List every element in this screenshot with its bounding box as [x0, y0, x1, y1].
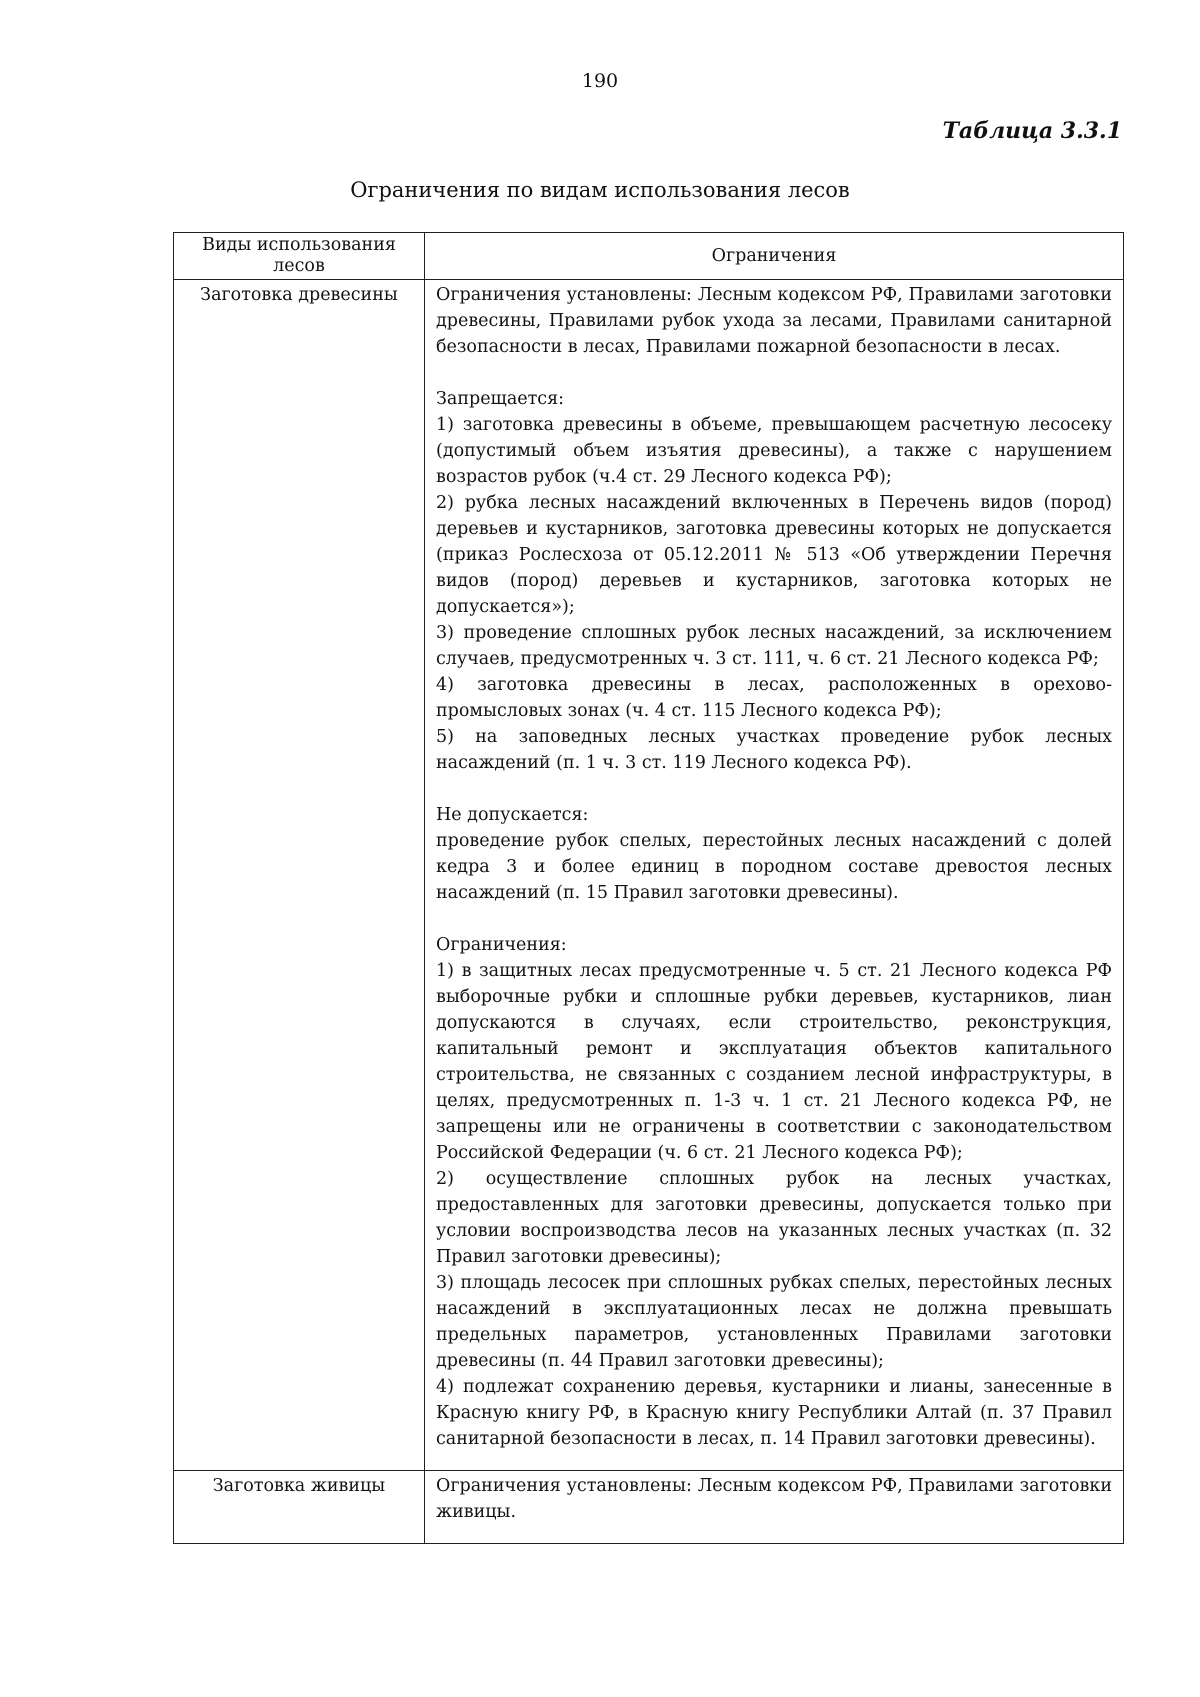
list-item: 4) заготовка древесины в лесах, расположенных в орехово-промысловых зонах (ч. 4 ст. 115 Лесного кодекса РФ); — [436, 675, 1112, 721]
list-item: 4) подлежат сохранению деревья, кустарники и лианы, занесенные в Красную книгу РФ, в Красную книгу Республики Алтай (п. 37 Правил санитарной безопасности в лесах, п. 14 Правил заготовки древесины). — [436, 1377, 1112, 1449]
list-item: проведение рубок спелых, перестойных лесных насаждений с долей кедра 3 и более единиц в породном составе древостоя лесных насаждений (п. 15 Правил заготовки древесины). — [436, 831, 1112, 903]
header-restrictions: Ограничения — [425, 233, 1124, 280]
section-prohibited — [436, 386, 1112, 776]
page-number: 190 — [581, 70, 619, 92]
list-item: 1) заготовка древесины в объеме, превышающем расчетную лесосеку (допустимый объем изъятия древесины), а также с нарушением возрастов рубок (ч.4 ст. 29 Лесного кодекса РФ); — [436, 415, 1112, 487]
restrictions-intro: Ограничения установлены: Лесным кодексом РФ, Правилами заготовки живицы. — [436, 1476, 1112, 1522]
table-label: Таблица 3.3.1 — [942, 118, 1122, 144]
list-item: 3) проведение сплошных рубок лесных насаждений, за исключением случаев, предусмотренных ч. 3 ст. 111, ч. 6 ст. 21 Лесного кодекса РФ; — [436, 623, 1112, 669]
header-kind: Виды использования лесов — [174, 233, 425, 280]
section-title: Не допускается: — [436, 805, 589, 825]
list-item: 1) в защитных лесах предусмотренные ч. 5 ст. 21 Лесного кодекса РФ выборочные рубки и сплошные рубки деревьев, кустарников, лиан допускаются в случаях, если строительство, реконструкция, капитальный ремонт и эксплуатация объектов капитального строительства, не связанных с созданием лесной инфраструктуры, в целях, предусмотренных п. 1-3 ч. 1 ст. 21 Лесного кодекса РФ, не запрещены или не ограничены в соответствии с законодательством Российской Федерации (ч. 6 ст. 21 Лесного кодекса РФ); — [436, 961, 1112, 1163]
list-item: 3) площадь лесосек при сплошных рубках спелых, перестойных лесных насаждений в эксплуатационных лесах не должна превышать предельных параметров, установленных Правилами заготовки древесины (п. 44 Правил заготовки древесины); — [436, 1273, 1112, 1371]
section-title: Ограничения: — [436, 935, 567, 955]
section-not-allowed — [436, 802, 1112, 906]
table-row — [174, 1471, 1124, 1544]
list-item: 2) рубка лесных насаждений включенных в Перечень видов (пород) деревьев и кустарников, заготовка древесины которых не допускается (приказ Рослесхоза от 05.12.2011 № 513 «Об утверждении Перечня видов (пород) деревьев и кустарников, заготовка которых не допускается»); — [436, 493, 1112, 617]
row-kind-resin: Заготовка живицы — [174, 1471, 425, 1544]
row-restrictions-resin — [425, 1471, 1124, 1544]
restrictions-table — [173, 232, 1124, 1544]
list-item: 2) осуществление сплошных рубок на лесных участках, предоставленных для заготовки древесины, допускается только при условии воспроизводства лесов на указанных лесных участках (п. 32 Правил заготовки древесины); — [436, 1169, 1112, 1267]
table-header-row — [174, 233, 1124, 280]
section-limitations — [436, 932, 1112, 1452]
section-title: Запрещается: — [436, 389, 565, 409]
row-kind-timber: Заготовка древесины — [174, 280, 425, 1471]
restrictions-intro: Ограничения установлены: Лесным кодексом РФ, Правилами заготовки древесины, Правилами рубок ухода за лесами, Правилами санитарной безопасности в лесах, Правилами пожарной безопасности в лесах. — [436, 285, 1112, 357]
row-restrictions-timber — [425, 280, 1124, 1471]
table-row — [174, 280, 1124, 1471]
document-title: Ограничения по видам использования лесов — [350, 178, 850, 202]
list-item: 5) на заповедных лесных участках проведение рубок лесных насаждений (п. 1 ч. 3 ст. 119 Лесного кодекса РФ). — [436, 727, 1112, 773]
